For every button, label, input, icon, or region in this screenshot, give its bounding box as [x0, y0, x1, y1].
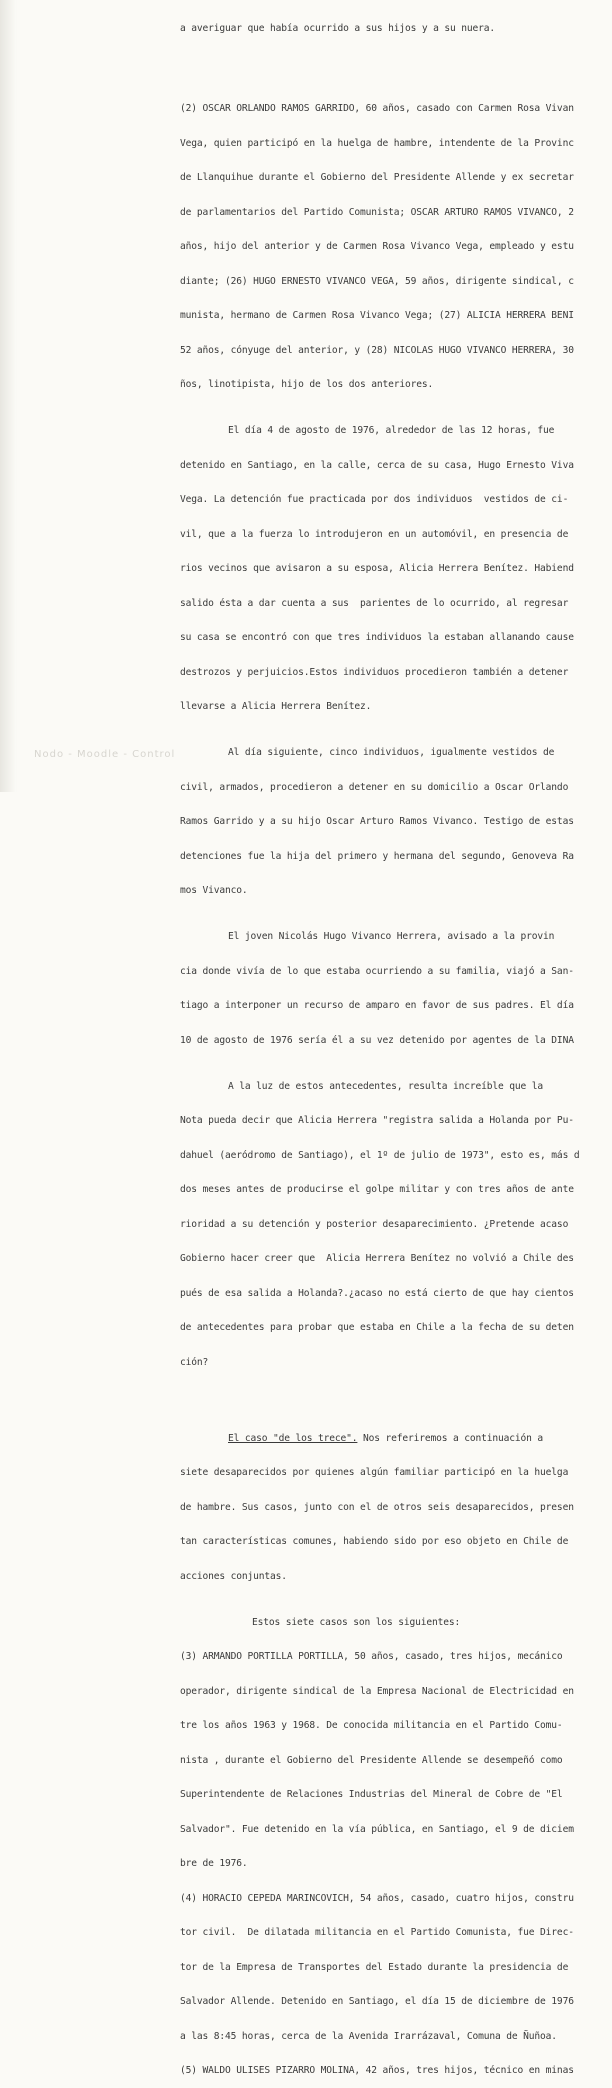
text-line: detenciones fue la hija del primero y hermana del segundo, Genoveva Ra: [180, 850, 574, 862]
text-line: (4) HORACIO CEPEDA MARINCOVICH, 54 años, casado, cuatro hijos, constru: [180, 1892, 574, 1904]
text-line: de parlamentarios del Partido Comunista; OSCAR ARTURO RAMOS VIVANCO, 2: [180, 206, 574, 218]
text-line: su casa se encontró con que tres individuos la estaban allanando cause: [180, 632, 574, 643]
text-line: destrozos y perjuicios.Estos individuos procedieron también a detener: [180, 666, 569, 678]
section-heading-line: [180, 1433, 612, 1445]
text-line: salido ésta a dar cuenta a sus parientes de lo ocurrido, al regresar: [180, 597, 569, 609]
text-line: tor de la Empresa de Transportes del Estado durante la presidencia de: [180, 1961, 569, 1973]
text-line: ños, linotipista, hijo de los dos anteriores.: [180, 379, 434, 390]
text-line: (3) ARMANDO PORTILLA PORTILLA, 50 años, casado, tres hijos, mecánico: [180, 1651, 563, 1662]
text-line: rioridad a su detención y posterior desaparecimiento. ¿Pretende acaso: [180, 1218, 569, 1230]
text-line: (2) OSCAR ORLANDO RAMOS GARRIDO, 60 años, casado con Carmen Rosa Vivan: [180, 103, 574, 114]
text-line: civil, armados, procedieron a detener en su domicilio a Oscar Orlando: [180, 781, 569, 793]
page-edge-shadow: [0, 0, 16, 792]
text-line: de hambre. Sus casos, junto con el de otros seis desaparecidos, presen: [180, 1501, 574, 1513]
text-line: vil, que a la fuerza lo introdujeron en un automóvil, en presencia de: [180, 528, 569, 540]
text-line: Superintendente de Relaciones Industrias del Mineral de Cobre de "El: [180, 1789, 563, 1800]
text-line: ción?: [180, 1356, 209, 1368]
text-line: nista , durante el Gobierno del Presidente Allende se desempeñó como: [180, 1754, 563, 1766]
text-line: El día 4 de agosto de 1976, alrededor de las 12 horas, fue: [228, 425, 555, 436]
text-line: A la luz de estos antecedentes, resulta increíble que la: [228, 1080, 544, 1092]
text-line: mos Vivanco.: [180, 885, 248, 896]
spacer: [180, 1403, 612, 1410]
text-line: a las 8:45 horas, cerca de la Avenida Irarrázaval, Comuna de Ñuñoa.: [180, 2030, 557, 2042]
text-line: Salvador". Fue detenido en la vía pública, en Santiago, el 9 de diciem: [180, 1823, 574, 1835]
text-line: El joven Nicolás Hugo Vivanco Herrera, avisado a la provin: [228, 931, 555, 942]
text-line: 10 de agosto de 1976 sería él a su vez detenido por agentes de la DINA: [180, 1034, 574, 1046]
text-line: 52 años, cónyuge del anterior, y (28) NICOLAS HUGO VIVANCO HERRERA, 30: [180, 344, 574, 356]
text-line: Estos siete casos son los siguientes:: [252, 1616, 461, 1628]
document-body: [180, 0, 612, 2076]
text-line: acciones conjuntas.: [180, 1570, 287, 1582]
text-line: Vega. La detención fue practicada por dos individuos vestidos de ci-: [180, 494, 569, 505]
section-heading: El caso "de los trece".: [228, 1432, 358, 1444]
text-line: tor civil. De dilatada militancia en el Partido Comunista, fue Direc-: [180, 1927, 574, 1938]
text-line: bre de 1976.: [180, 1858, 248, 1869]
text-line: de antecedentes para probar que estaba en Chile a la fecha de su deten: [180, 1322, 574, 1333]
text-line: (5) WALDO ULISES PIZARRO MOLINA, 42 años, tres hijos, técnico en minas: [180, 2065, 574, 2076]
text-line: Al día siguiente, cinco individuos, igualmente vestidos de: [228, 747, 555, 758]
text-line: operador, dirigente sindical de la Empresa Nacional de Electricidad en: [180, 1685, 574, 1697]
text-line: Gobierno hacer creer que Alicia Herrera Benítez no volvió a Chile des: [180, 1253, 574, 1264]
text-line: Ramos Garrido y a su hijo Oscar Arturo Ramos Vivanco. Testigo de estas: [180, 816, 574, 827]
text-line: llevarse a Alicia Herrera Benítez.: [180, 701, 372, 712]
text-line: dos meses antes de producirse el golpe militar y con tres años de ante: [180, 1184, 574, 1195]
text-line: Nota pueda decir que Alicia Herrera "registra salida a Holanda por Pu-: [180, 1115, 574, 1126]
text-line: rios vecinos que avisaron a su esposa, Alicia Herrera Benítez. Habiend: [180, 563, 574, 574]
text-line: munista, hermano de Carmen Rosa Vivanco Vega; (27) ALICIA HERRERA BENI: [180, 310, 574, 321]
text-line: siete desaparecidos por quienes algún familiar participó en la huelga: [180, 1467, 569, 1478]
text-line: pués de esa salida a Holanda?.¿acaso no está cierto de que hay cientos: [180, 1287, 574, 1299]
text-line: dahuel (aeródromo de Santiago), el 1º de julio de 1973", esto es, más d: [180, 1149, 580, 1161]
faded-footer-stamp: Nodo - Moodle - Control: [34, 749, 176, 760]
text-line: de Llanquihue durante el Gobierno del Presidente Allende y ex secretar: [180, 172, 574, 183]
text-line: Salvador Allende. Detenido en Santiago, el día 15 de diciembre de 1976: [180, 1996, 574, 2007]
text-line: cia donde vivía de lo que estaba ocurriendo a su familia, viajó a San-: [180, 965, 574, 977]
text-fragment: Nos referiremos a continuación a: [357, 1432, 544, 1444]
text-line: tre los años 1963 y 1968. De conocida militancia en el Partido Comu-: [180, 1720, 563, 1731]
spacer: [180, 58, 612, 69]
text-line: detenido en Santiago, en la calle, cerca de su casa, Hugo Ernesto Viva: [180, 459, 574, 471]
text-line: diante; (26) HUGO ERNESTO VIVANCO VEGA, 59 años, dirigente sindical, c: [180, 275, 574, 287]
text-line: tan características comunes, habiendo sido por eso objeto en Chile de: [180, 1536, 569, 1547]
text-line: a averiguar que había ocurrido a sus hijos y a su nuera.: [180, 23, 496, 34]
text-line: años, hijo del anterior y de Carmen Rosa Vivanco Vega, empleado y estu: [180, 241, 574, 252]
text-line: Vega, quien participó en la huelga de hambre, intendente de la Provinc: [180, 137, 574, 149]
text-line: tiago a interponer un recurso de amparo en favor de sus padres. El día: [180, 1000, 574, 1011]
